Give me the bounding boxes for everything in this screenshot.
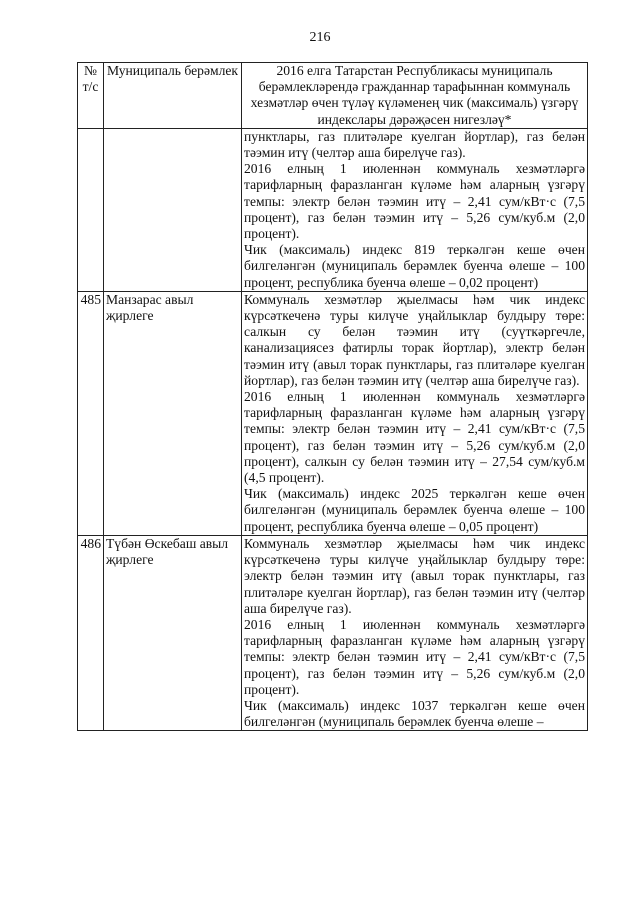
- header-municipality: Муниципаль берәмлек: [104, 63, 242, 129]
- header-num: № т/с: [78, 63, 104, 129]
- page-number: 216: [309, 30, 331, 45]
- header-indexes: 2016 елга Татарстан Республикасы муниципаль берәмлекләрендә гражданнар тарафыннан коммуналь хезмәтләр өчен түләү күләменең чик (максималь) үзгәрү индекслары дәрәҗәсен нигезләү*: [242, 63, 588, 129]
- description-paragraph: Чик (максималь) индекс 819 теркәлгән кеше өчен билгеләнгән (муниципаль берәмлек буенча өлеше – 100 процент, республика буенча өлеше – 0,02 процент): [244, 242, 585, 290]
- description-paragraph: пунктлары, газ плитәләре куелган йортлар), газ белән тәэмин итү (челтәр аша бирелүче газ).: [244, 128, 585, 161]
- index-description: [242, 535, 588, 730]
- description-paragraph: Чик (максималь) индекс 2025 теркәлгән кеше өчен билгеләнгән (муниципаль берәмлек буенча өлеше – 100 процент, республика буенча өлеше – 0,05 процент): [244, 486, 585, 534]
- row-number: 485: [78, 291, 104, 535]
- table-header-row: [78, 63, 588, 129]
- description-paragraph: Коммуналь хезмәтләр җыелмасы һәм чик индекс күрсәткеченә туры килүче уңайлыклар булдыру төре: салкын су белән тәэмин итү (суүткәргечле, канализациясез фатирлы торак йортлар), электр белән тәэмин итү (авыл торак пунктлары, газ плитәләре куелган йортлар), газ белән тәэмин итү (челтәр аша бирелүче газ).: [244, 291, 585, 388]
- description-paragraph: 2016 елның 1 июленнән коммуналь хезмәтләргә тарифларның фаразланган күләме һәм аларның үзгәрү темпы: электр белән тәэмин итү – 2,41 сум/кВт·с (7,5 процент), газ белән тәэмин итү – 5,26 сум/куб.м (2,0 процент).: [244, 161, 585, 242]
- index-description: [242, 291, 588, 535]
- description-paragraph: 2016 елның 1 июленнән коммуналь хезмәтләргә тарифларның фаразланган күләме һәм аларның үзгәрү темпы: электр белән тәэмин итү – 2,41 сум/кВт·с (7,5 процент), газ белән тәэмин итү – 5,26 сум/куб.м (2,0 процент), салкын су белән тәэмин итү – 27,54 сум/куб.м (4,5 процент).: [244, 389, 585, 486]
- table-row: [78, 128, 588, 291]
- municipality-name: Түбән Өскебаш авыл җирлеге: [104, 535, 242, 730]
- row-number: 486: [78, 535, 104, 730]
- table-row: [78, 535, 588, 730]
- row-number: [78, 128, 104, 291]
- index-description: [242, 128, 588, 291]
- municipality-name: [104, 128, 242, 291]
- table-row: [78, 291, 588, 535]
- description-paragraph: 2016 елның 1 июленнән коммуналь хезмәтләргә тарифларның фаразланган күләме һәм аларның үзгәрү темпы: электр белән тәэмин итү – 2,41 сум/кВт·с (7,5 процент), газ белән тәэмин итү – 5,26 сум/куб.м (2,0 процент).: [244, 616, 585, 697]
- description-paragraph: Чик (максималь) индекс 1037 теркәлгән кеше өчен билгеләнгән (муниципаль берәмлек буенча өлеше –: [244, 697, 585, 730]
- description-paragraph: Коммуналь хезмәтләр җыелмасы һәм чик индекс күрсәткеченә туры килүче уңайлыклар булдыру төре: электр белән тәэмин итү (авыл торак пунктлары, газ плитәләре куелган йортлар), газ белән тәэмин итү (челтәр аша бирелүче газ).: [244, 535, 585, 616]
- indexes-table: [77, 62, 588, 731]
- municipality-name: Манзарас авыл җирлеге: [104, 291, 242, 535]
